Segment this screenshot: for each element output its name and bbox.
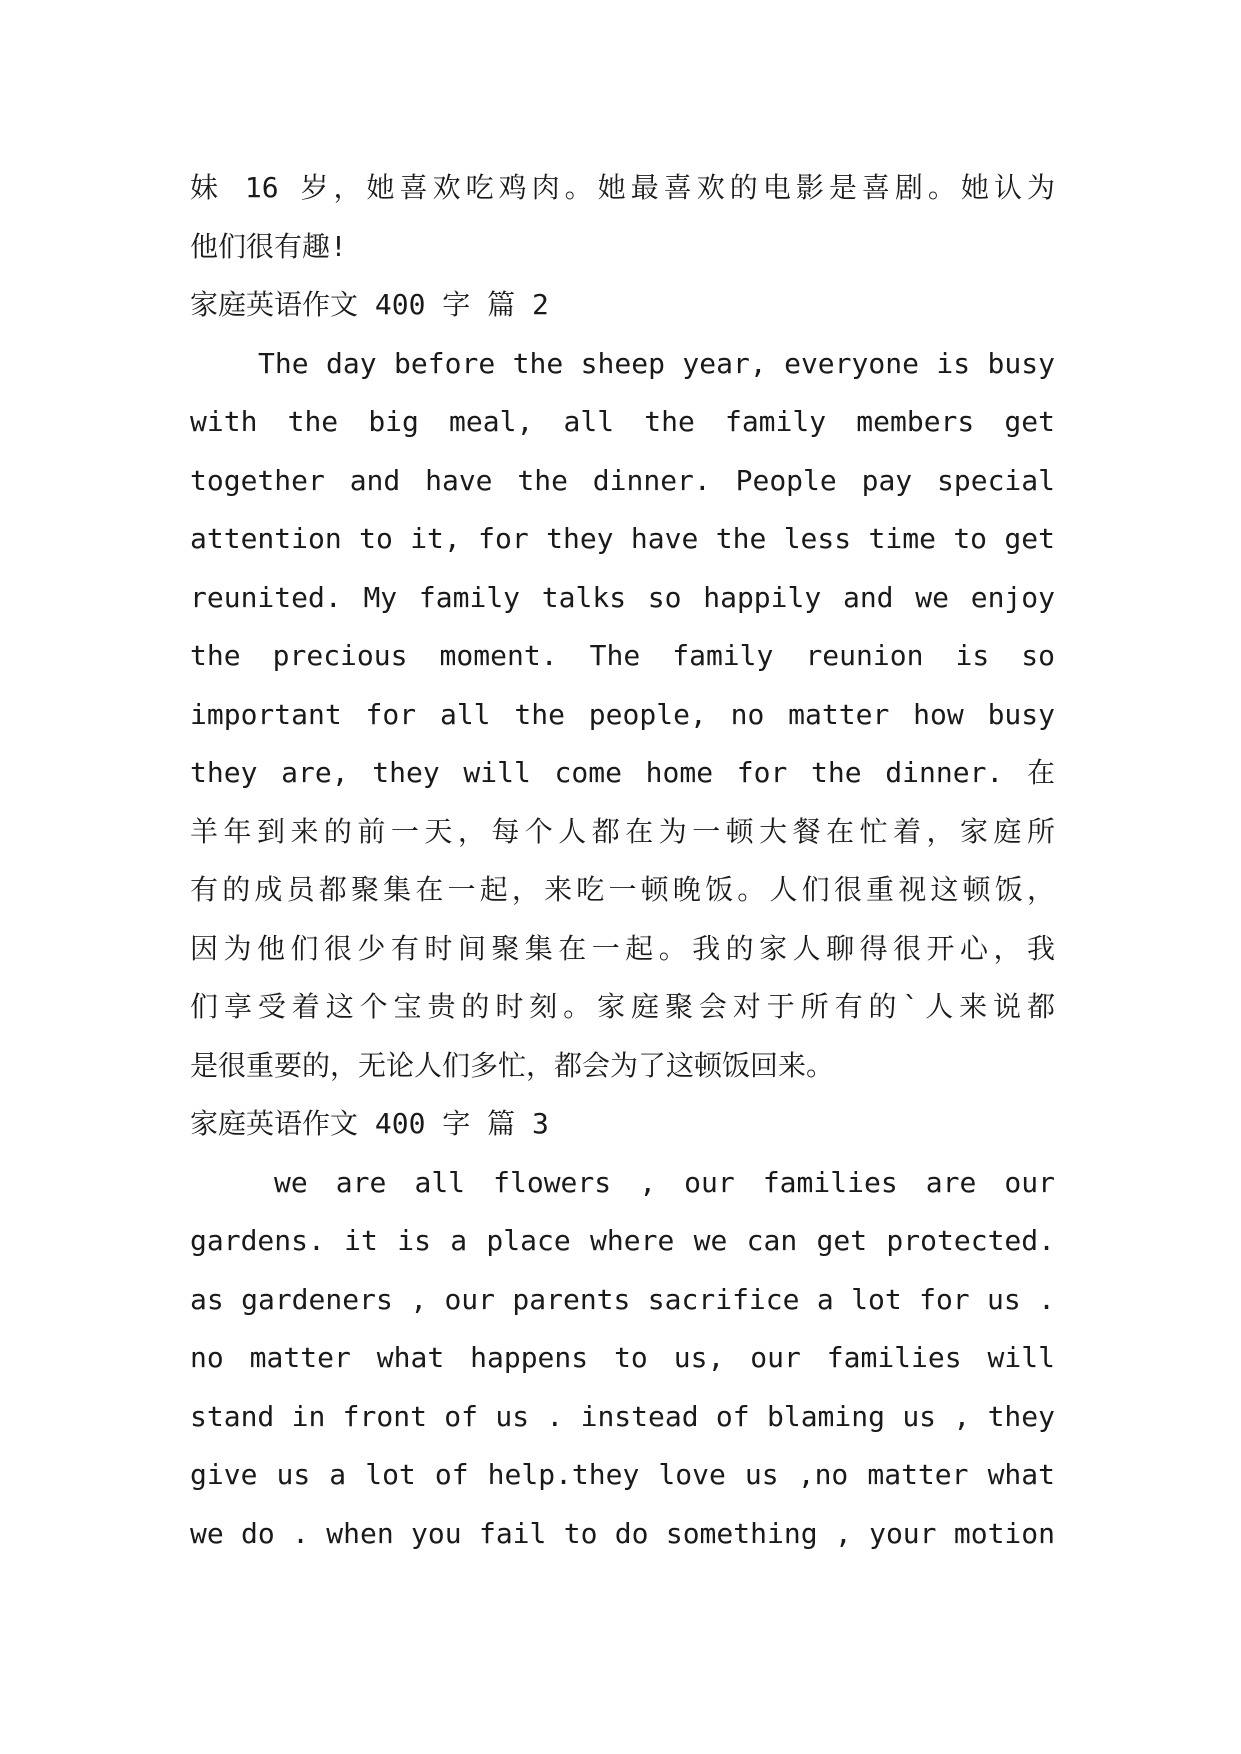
paragraph-line: they are, they will come home for the dinner. 在 (190, 756, 1055, 789)
paragraph-line: The day before the sheep year, everyone is busy (258, 346, 1055, 380)
paragraph-line: we are all flowers , our families are our (274, 1165, 1055, 1199)
paragraph-line: give us a lot of help.they love us ,no matter what (190, 1458, 1055, 1491)
paragraph-line: 因为他们很少有时间聚集在一起。我的家人聊得很开心，我 (190, 931, 1055, 965)
paragraph-line: as gardeners , our parents sacrifice a lot for us . (190, 1282, 1055, 1316)
section-heading: 家庭英语作文 400 字 篇 3 (190, 1107, 549, 1140)
document-page (190, 159, 1055, 1563)
paragraph-line: the precious moment. The family reunion is so (190, 639, 1055, 672)
paragraph-line: 有的成员都聚集在一起，来吃一顿晚饭。人们很重视这顿饭， (190, 873, 1055, 906)
paragraph-line: 妹 16 岁，她喜欢吃鸡肉。她最喜欢的电影是喜剧。她认为 (190, 171, 1055, 204)
paragraph-line: we do . when you fail to do something , your motion (190, 1516, 1055, 1550)
paragraph-line: with the big meal, all the family members get (190, 405, 1055, 438)
paragraph-line: 羊年到来的前一天，每个人都在为一顿大餐在忙着，家庭所 (190, 814, 1055, 848)
paragraph-line: important for all the people, no matter how busy (190, 697, 1055, 731)
paragraph-line: attention to it, for they have the less time to get (190, 522, 1055, 555)
paragraph-line: 们享受着这个宝贵的时刻。家庭聚会对于所有的`人来说都 (190, 990, 1055, 1023)
paragraph-line: together and have the dinner. People pay special (190, 463, 1055, 497)
paragraph-line: 是很重要的，无论人们多忙，都会为了这顿饭回来。 (190, 1048, 835, 1082)
paragraph-line: no matter what happens to us, our families will (190, 1341, 1055, 1374)
paragraph-line: reunited. My family talks so happily and we enjoy (190, 580, 1055, 614)
paragraph-line: 他们很有趣! (190, 229, 347, 263)
paragraph-line: gardens. it is a place where we can get protected. (190, 1224, 1055, 1257)
paragraph-line: stand in front of us . instead of blaming us , they (190, 1399, 1055, 1433)
section-heading: 家庭英语作文 400 字 篇 2 (190, 288, 549, 321)
